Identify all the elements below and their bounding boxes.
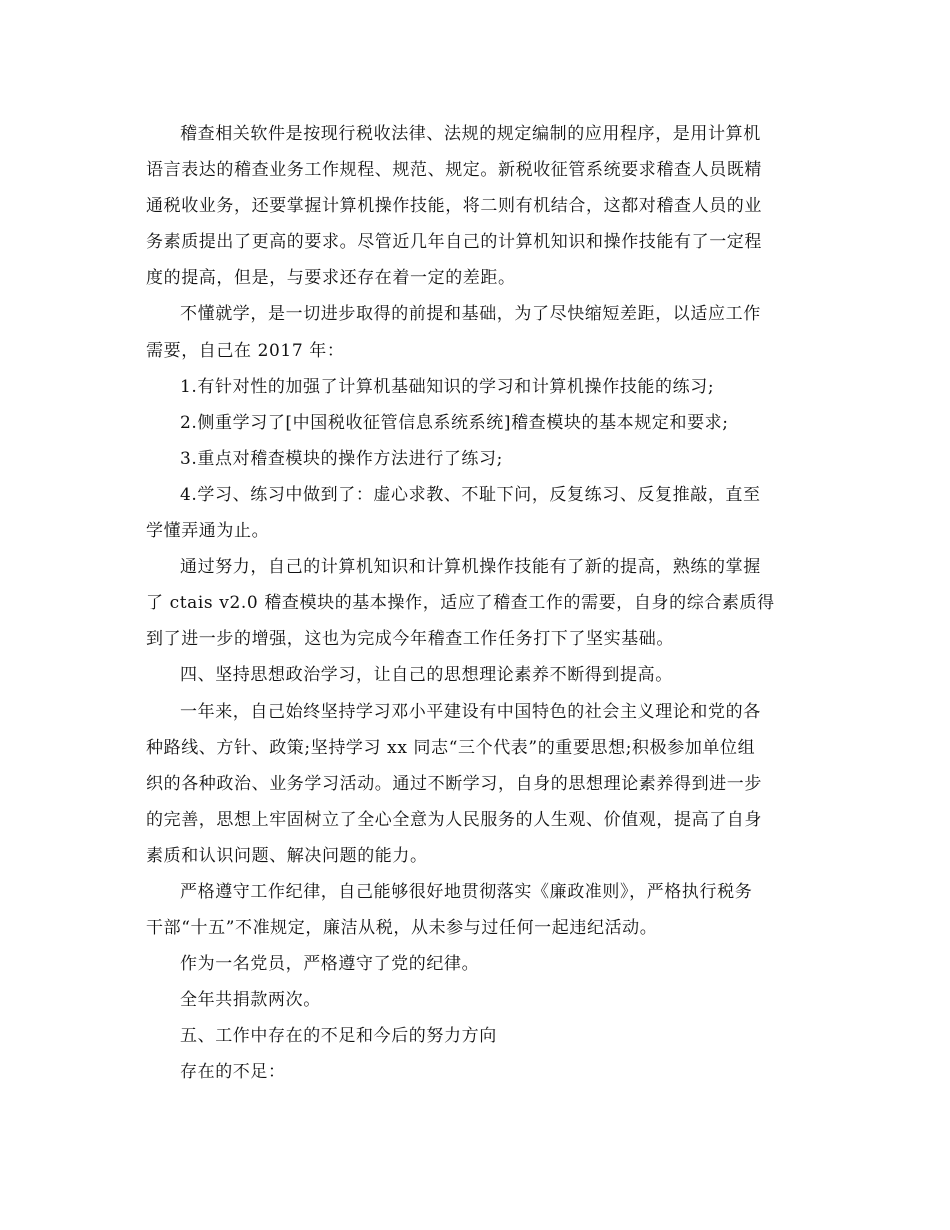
- text-line: 存在的不足：: [180, 1062, 286, 1083]
- paragraph: [146, 1054, 806, 1090]
- text-line: 到了进一步的增强，这也为完成今年稽查工作任务打下了坚实基础。: [146, 629, 674, 650]
- text-line: 的完善，思想上牢固树立了全心全意为人民服务的人生观、价值观，提高了自身: [146, 809, 762, 830]
- text-line: 通过努力，自己的计算机知识和计算机操作技能有了新的提高，熟练的掌握: [180, 557, 761, 578]
- text-line: 不懂就学，是一切进步取得的前提和基础，为了尽快缩短差距，以适应工作: [180, 304, 761, 325]
- paragraph: [146, 369, 806, 405]
- text-line: 3.重点对稽查模块的操作方法进行了练习;: [180, 448, 503, 469]
- paragraph: [146, 982, 806, 1018]
- text-line: 需要，自己在 2017 年：: [146, 340, 345, 361]
- text-line: 2.侧重学习了[中国税收征管信息系统系统]稽查模块的基本规定和要求;: [180, 412, 729, 433]
- paragraph: [146, 116, 806, 296]
- text-line: 了 ctais v2.0 稽查模块的基本操作，适应了稽查工作的需要，自身的综合素质得: [146, 593, 775, 614]
- paragraph: [146, 874, 806, 946]
- text-line: 干部“十五”不准规定，廉洁从税，从未参与过任何一起违纪活动。: [146, 918, 658, 939]
- paragraph: [146, 946, 806, 982]
- text-line: 四、坚持思想政治学习，让自己的思想理论素养不断得到提高。: [180, 665, 673, 686]
- text-line: 语言表达的稽查业务工作规程、规范、规定。新税收征管系统要求稽查人员既精: [146, 160, 762, 181]
- paragraph: [146, 549, 806, 657]
- text-line: 织的各种政治、业务学习活动。通过不断学习，自身的思想理论素养得到进一步: [146, 773, 762, 794]
- paragraph: [146, 296, 806, 368]
- text-line: 严格遵守工作纪律，自己能够很好地贯彻落实《廉政准则》，严格执行税务: [180, 881, 753, 902]
- paragraph: [146, 477, 806, 549]
- paragraph: [146, 441, 806, 477]
- text-line: 4.学习、练习中做到了：虚心求教、不耻下问，反复练习、反复推敲，直至: [180, 484, 761, 505]
- text-line: 通税收业务，还要掌握计算机操作技能，将二则有机结合，这都对稽查人员的业: [146, 196, 762, 217]
- text-line: 素质和认识问题、解决问题的能力。: [146, 845, 428, 866]
- paragraph: [146, 405, 806, 441]
- text-line: 种路线、方针、政策;坚持学习 xx 同志“三个代表”的重要思想;积极参加单位组: [146, 737, 756, 758]
- paragraph: [146, 1018, 806, 1054]
- text-line: 五、工作中存在的不足和今后的努力方向: [180, 1026, 497, 1047]
- text-line: 作为一名党员，严格遵守了党的纪律。: [180, 954, 480, 975]
- text-line: 1.有针对性的加强了计算机基础知识的学习和计算机操作技能的练习;: [180, 376, 715, 397]
- document-body: [146, 116, 806, 1091]
- text-line: 全年共捐款两次。: [180, 990, 321, 1011]
- text-line: 学懂弄通为止。: [146, 521, 270, 542]
- paragraph: [146, 657, 806, 693]
- text-line: 稽查相关软件是按现行税收法律、法规的规定编制的应用程序，是用计算机: [180, 124, 761, 144]
- text-line: 务素质提出了更高的要求。尽管近几年自己的计算机知识和操作技能有了一定程: [146, 232, 762, 253]
- paragraph: [146, 694, 806, 874]
- text-line: 度的提高，但是，与要求还存在着一定的差距。: [146, 268, 516, 289]
- text-line: 一年来，自己始终坚持学习邓小平建设有中国特色的社会主义理论和党的各: [180, 701, 761, 722]
